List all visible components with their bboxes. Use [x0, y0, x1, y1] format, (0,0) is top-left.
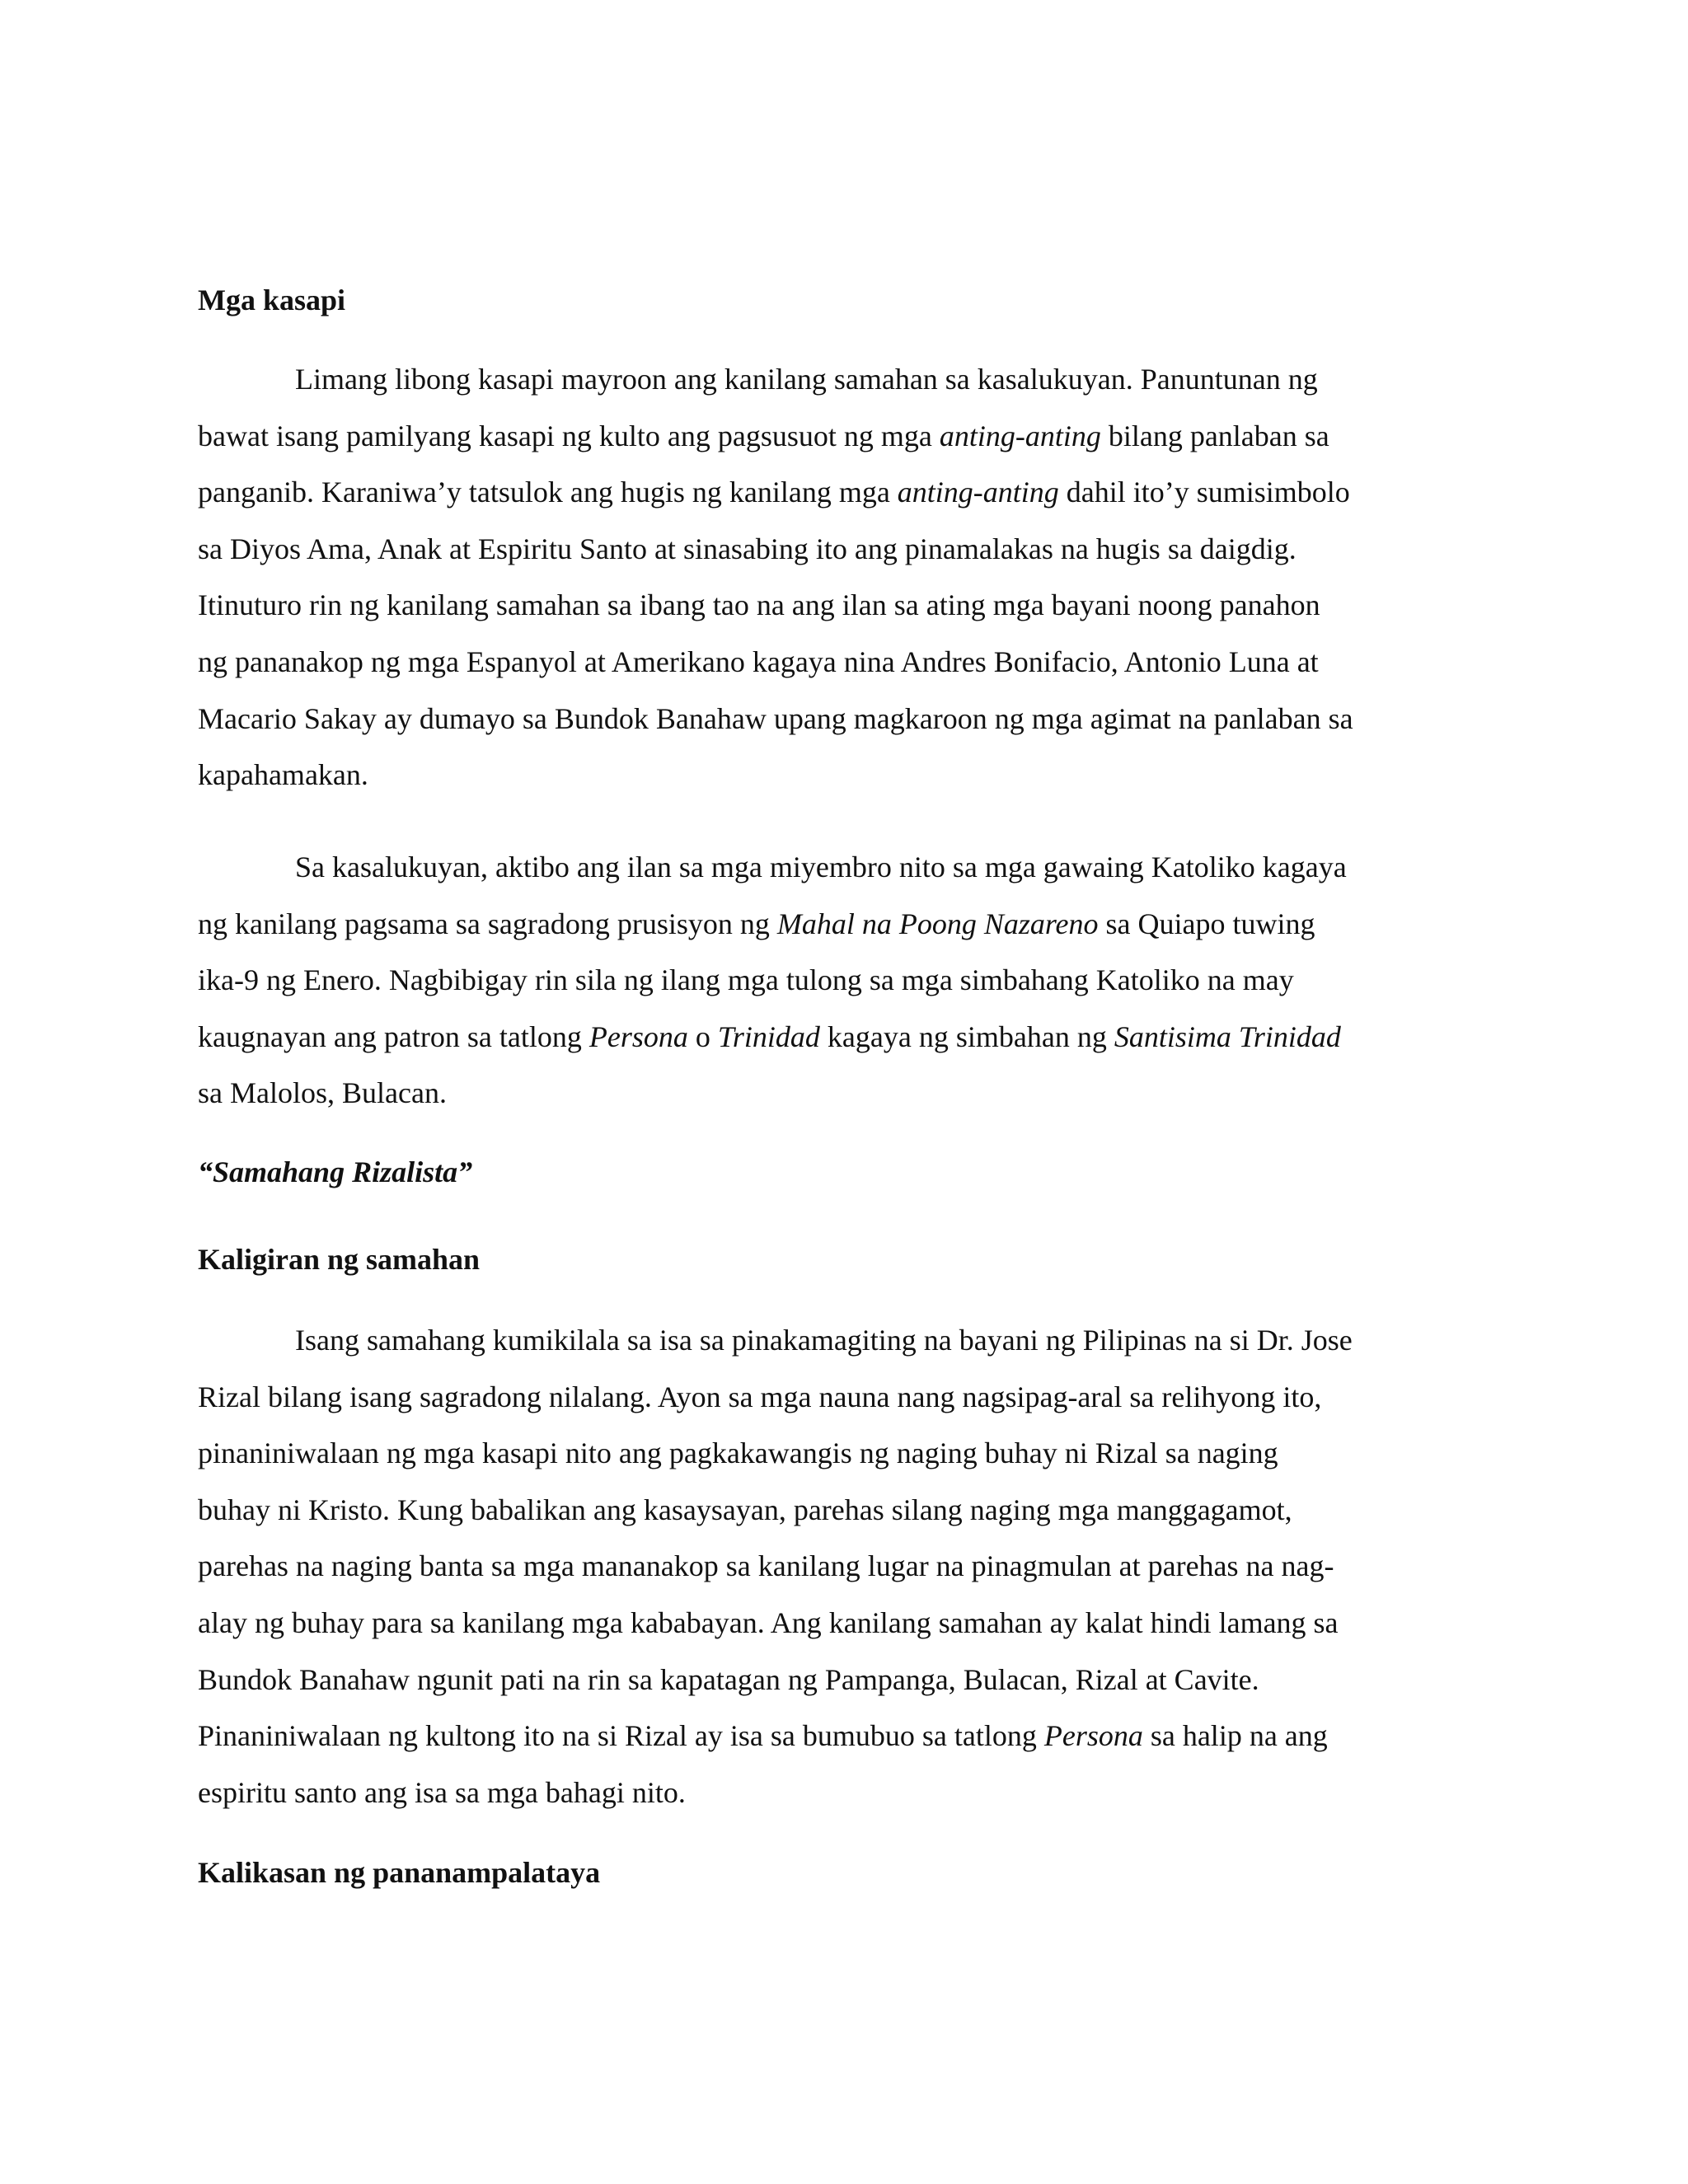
text-line: [198, 1765, 1484, 1821]
italic-term: anting-anting: [939, 419, 1101, 452]
text-run: buhay ni Kristo. Kung babalikan ang kasaysayan, parehas silang naging mga manggagamot,: [198, 1493, 1292, 1526]
text-run: kaugnayan ang patron sa tatlong: [198, 1019, 589, 1053]
text-line: [198, 1595, 1484, 1652]
text-line: [198, 634, 1484, 691]
heading-kaligiran-ng-samahan: Kaligiran ng samahan: [198, 1243, 481, 1276]
text-run: bawat isang pamilyang kasapi ng kulto ang pagsusuot ng mga: [198, 419, 940, 452]
text-line: [198, 896, 1484, 953]
italic-term: Santisima Trinidad: [1114, 1019, 1341, 1053]
text-run: panganib. Karaniwa’y tatsulok ang hugis ng kanilang mga: [198, 476, 898, 509]
text-line: [198, 1538, 1484, 1595]
text-run: parehas na naging banta sa mga mananakop sa kanilang lugar na pinagmulan at parehas na nag-: [198, 1549, 1334, 1583]
text-line: [198, 1708, 1484, 1765]
paragraph-kaligiran: [198, 1312, 1484, 1821]
text-line: [198, 747, 1484, 804]
heading-samahang-rizalista: “Samahang Rizalista”: [198, 1155, 473, 1188]
text-line: [198, 1065, 1484, 1122]
text-line: [198, 952, 1484, 1009]
text-run: dahil ito’y sumisimbolo: [1058, 476, 1350, 509]
text-run: Macario Sakay ay dumayo sa Bundok Banahaw upang magkaroon ng mga agimat na panlaban sa: [198, 701, 1353, 735]
text-run: sa Quiapo tuwing: [1098, 907, 1315, 940]
text-run: Sa kasalukuyan, aktibo ang ilan sa mga miyembro nito sa mga gawaing Katoliko kagaya: [295, 851, 1347, 883]
text-run: ika-9 ng Enero. Nagbibigay rin sila ng ilang mga tulong sa mga simbahang Katoliko na may: [198, 963, 1294, 997]
paragraph-kasalukuyan: [198, 839, 1484, 1122]
italic-term: Persona: [1043, 1719, 1143, 1753]
text-run: Pinaniniwalaan ng kultong ito na si Rizal ay isa sa bumubuo sa tatlong: [198, 1719, 1044, 1753]
text-line: [198, 408, 1484, 465]
text-run: bilang panlaban sa: [1100, 419, 1329, 452]
italic-term: Mahal na Poong Nazareno: [776, 907, 1099, 940]
text-run: Isang samahang kumikilala sa isa sa pinakamagiting na bayani ng Pilipinas na si Dr. Jose: [295, 1324, 1353, 1357]
text-run: Limang libong kasapi mayroon ang kanilang samahan sa kasalukuyan. Panuntunan ng: [295, 363, 1318, 396]
text-run: kagaya ng simbahan ng: [819, 1019, 1114, 1053]
text-run: alay ng buhay para sa kanilang mga kababayan. Ang kanilang samahan ay kalat hindi lamang sa: [198, 1605, 1339, 1639]
text-line: [198, 1312, 1484, 1369]
text-run: ng pananakop ng mga Espanyol at Amerikano kagaya nina Andres Bonifacio, Antonio Luna at: [198, 644, 1319, 678]
text-line: [198, 521, 1484, 578]
text-line: [198, 1369, 1484, 1426]
text-line: [198, 1482, 1484, 1539]
text-line: [198, 839, 1484, 896]
italic-term: Trinidad: [717, 1019, 820, 1053]
text-line: [198, 351, 1484, 408]
text-run: Bundok Banahaw ngunit pati na rin sa kapatagan ng Pampanga, Bulacan, Rizal at Cavite.: [198, 1662, 1259, 1696]
text-line: [198, 464, 1484, 521]
text-run: sa Diyos Ama, Anak at Espiritu Santo at sinasabing ito ang pinamalakas na hugis sa daigdig.: [198, 532, 1296, 565]
text-run: sa Malolos, Bulacan.: [198, 1076, 447, 1110]
text-line: [198, 577, 1484, 634]
text-line: [198, 691, 1484, 748]
text-run: o: [687, 1019, 718, 1053]
italic-term: Persona: [588, 1019, 688, 1053]
heading-mga-kasapi: Mga kasapi: [198, 284, 346, 316]
text-run: Rizal bilang isang sagradong nilalang. Ayon sa mga nauna nang nagsipag-aral sa relihyong ito,: [198, 1380, 1322, 1413]
text-run: sa halip na ang: [1142, 1719, 1328, 1753]
paragraph-mga-kasapi: [198, 351, 1484, 804]
text-run: pinaniniwalaan ng mga kasapi nito ang pagkakawangis ng naging buhay ni Rizal sa naging: [198, 1436, 1278, 1470]
text-run: kapahamakan.: [198, 758, 368, 792]
text-line: [198, 1425, 1484, 1482]
italic-term: anting-anting: [897, 476, 1059, 509]
heading-kalikasan-ng-pananampalataya: Kalikasan ng pananampalataya: [198, 1856, 601, 1889]
text-run: Itinuturo rin ng kanilang samahan sa ibang tao na ang ilan sa ating mga bayani noong panahon: [198, 588, 1320, 622]
text-line: [198, 1009, 1484, 1066]
text-run: espiritu santo ang isa sa mga bahagi nito.: [198, 1775, 686, 1809]
text-run: ng kanilang pagsama sa sagradong prusisyon ng: [198, 907, 777, 940]
text-line: [198, 1652, 1484, 1708]
